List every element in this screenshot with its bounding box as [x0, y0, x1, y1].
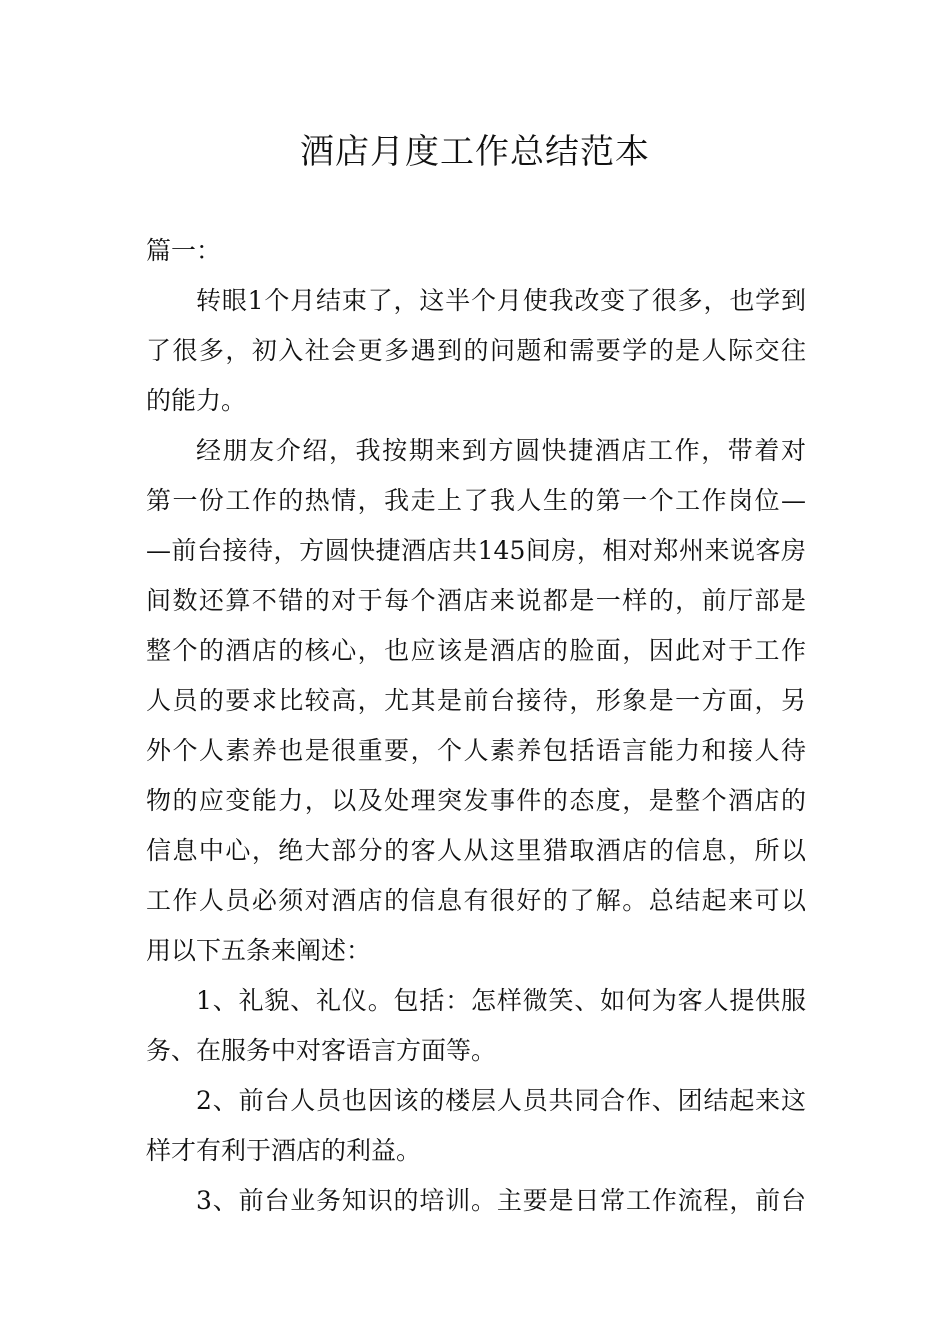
text-line: 2、前台人员也因该的楼层人员共同合作、团结起来这 — [196, 1086, 806, 1115]
text-line: 间数还算不错的对于每个酒店来说都是一样的，前厅部是 — [146, 586, 806, 615]
text-line: 信息中心，绝大部分的客人从这里猎取酒店的信息，所以 — [146, 836, 806, 865]
document-body — [146, 226, 806, 1226]
text-line: 物的应变能力，以及处理突发事件的态度，是整个酒店的 — [146, 786, 806, 815]
text-line: 的能力。 — [146, 386, 247, 415]
text-line: 了很多，初入社会更多遇到的问题和需要学的是人际交往 — [146, 336, 806, 365]
text-line: —前台接待，方圆快捷酒店共145间房，相对郑州来说客房 — [146, 536, 806, 565]
text-line: 务、在服务中对客语言方面等。 — [146, 1036, 497, 1065]
document-title: 酒店月度工作总结范本 — [300, 132, 650, 172]
text-line: 用以下五条来阐述： — [146, 936, 372, 965]
text-line: 篇一： — [146, 236, 222, 265]
text-line: 3、前台业务知识的培训。主要是日常工作流程，前台 — [196, 1186, 806, 1215]
text-line: 整个的酒店的核心，也应该是酒店的脸面，因此对于工作 — [146, 636, 806, 665]
text-line: 1、礼貌、礼仪。包括：怎样微笑、如何为客人提供服 — [196, 986, 806, 1015]
text-line: 经朋友介绍，我按期来到方圆快捷酒店工作，带着对 — [196, 436, 806, 465]
text-line: 第一份工作的热情，我走上了我人生的第一个工作岗位— — [146, 486, 806, 515]
text-line: 工作人员必须对酒店的信息有很好的了解。总结起来可以 — [146, 886, 806, 915]
text-line: 转眼1个月结束了，这半个月使我改变了很多，也学到 — [196, 286, 806, 315]
text-line: 人员的要求比较高，尤其是前台接待，形象是一方面，另 — [146, 686, 806, 715]
text-line: 样才有利于酒店的利益。 — [146, 1136, 422, 1165]
text-line: 外个人素养也是很重要，个人素养包括语言能力和接人待 — [146, 736, 806, 765]
